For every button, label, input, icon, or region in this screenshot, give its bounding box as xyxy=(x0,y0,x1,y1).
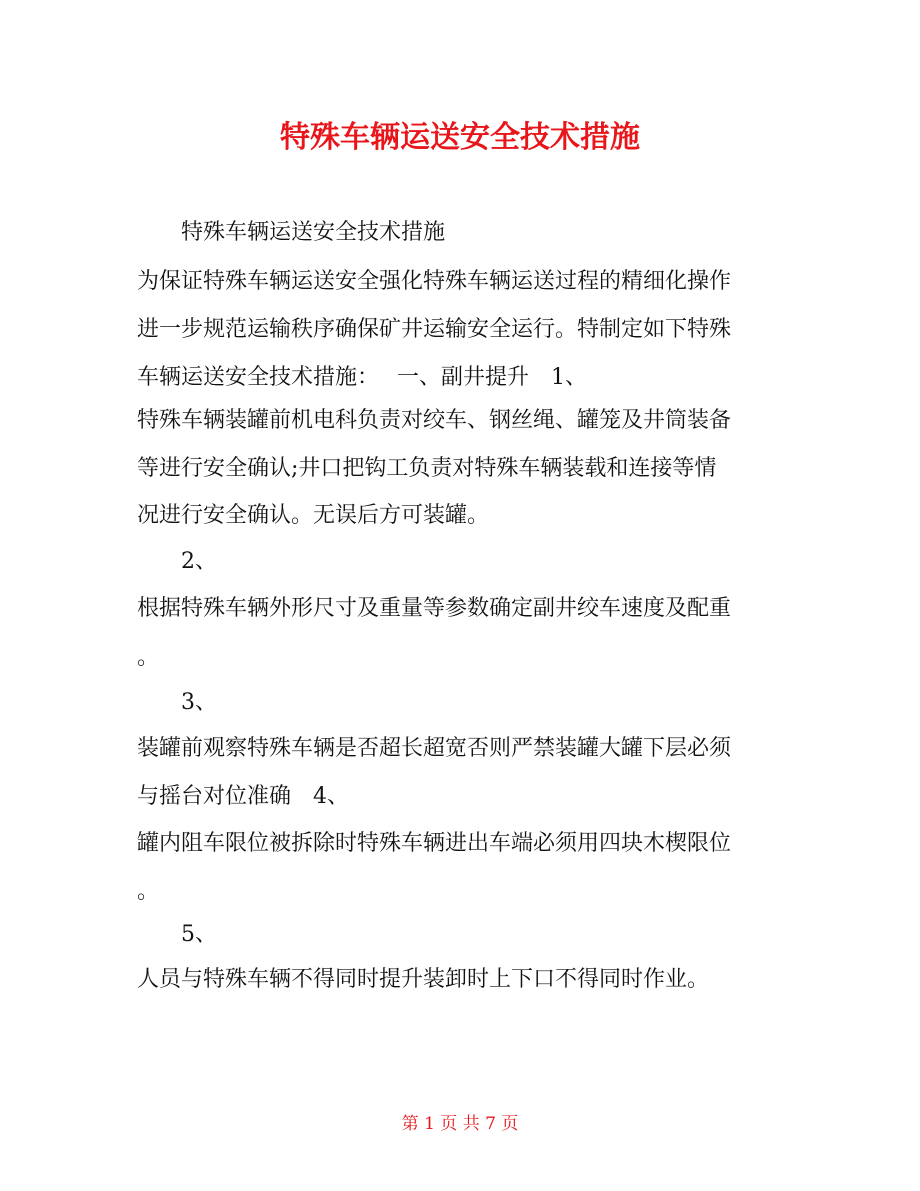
page-number-footer: 第 1 页 共 7 页 xyxy=(401,1114,519,1134)
body-line: 。 xyxy=(137,879,160,904)
body-line-subtitle: 特殊车辆运送安全技术措施 xyxy=(181,220,446,245)
item-number: 2、 xyxy=(181,549,217,574)
body-line: 等进行安全确认;井口把钩工负责对特殊车辆装载和连接等情 xyxy=(137,456,717,481)
body-line: 装罐前观察特殊车辆是否超长超宽否则严禁装罐大罐下层必须 xyxy=(137,736,732,761)
body-line: 根据特殊车辆外形尺寸及重量等参数确定副井绞车速度及配重 xyxy=(137,596,732,621)
body-line: 为保证特殊车辆运送安全强化特殊车辆运送过程的精细化操作 xyxy=(137,269,732,294)
body-line: 况进行安全确认。无误后方可装罐。 xyxy=(137,503,490,528)
body-line: 进一步规范运输秩序确保矿井运输安全运行。特制定如下特殊 xyxy=(137,317,732,342)
body-line: 罐内阻车限位被拆除时特殊车辆进出车端必须用四块木楔限位 xyxy=(137,831,732,856)
body-line: 人员与特殊车辆不得同时提升装卸时上下口不得同时作业。 xyxy=(137,967,710,992)
body-line: 特殊车辆装罐前机电科负责对绞车、钢丝绳、罐笼及井筒装备 xyxy=(137,408,732,433)
body-line: 与摇台对位准确 4、 xyxy=(137,784,349,809)
item-number: 3、 xyxy=(181,690,217,715)
item-number: 5、 xyxy=(181,922,217,947)
body-line: 。 xyxy=(137,645,160,670)
document-title: 特殊车辆运送安全技术措施 xyxy=(280,120,640,155)
body-line: 车辆运送安全技术措施： 一、副井提升 1、 xyxy=(137,365,587,390)
